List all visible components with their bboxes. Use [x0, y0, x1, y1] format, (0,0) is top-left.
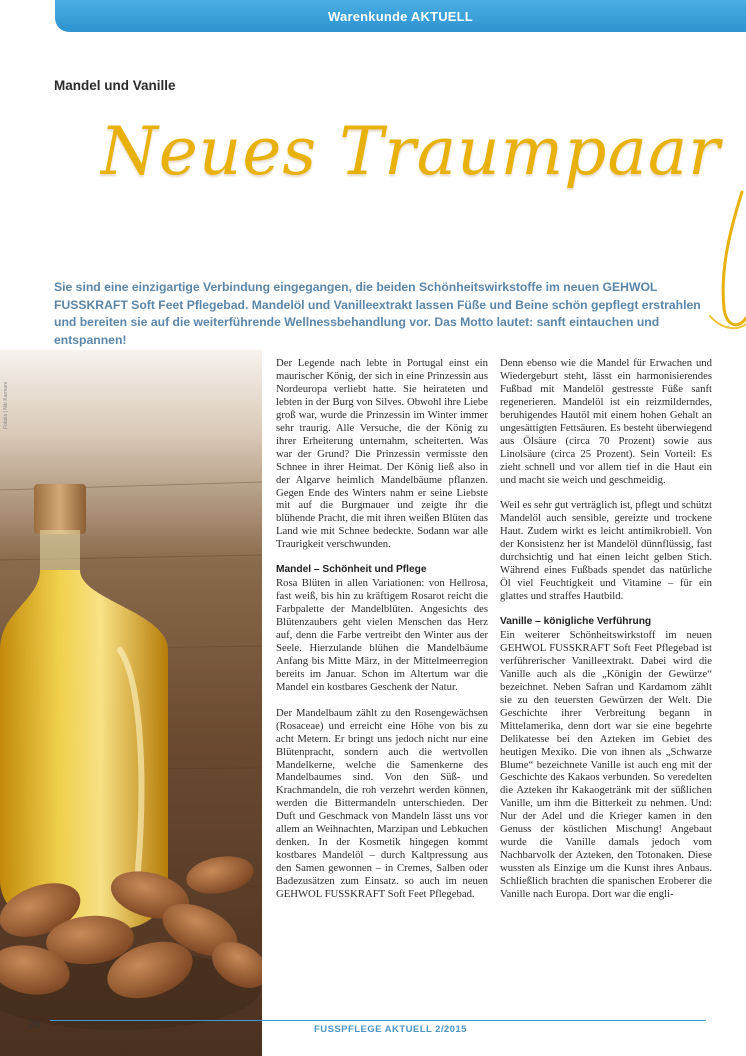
- photo-credit: Fotolia | Nitr Karmani: [3, 382, 9, 429]
- paragraph: Ein weiterer Schönheitswirkstoff im neuen GEHWOL FUSSKRAFT Soft Feet Pflegebad ist verführerischer Vanilleextrakt. Dabei wird die Vanille auch als die „Königin der Gewürze“ bezeichnet. Neben Safran und Kardamom zählt sie zu den teuersten Gewürzen der Welt. Die Geschichte ihrer Verbreitung begann in Mittelamerika, denn dort war sie eine begehrte Delikatesse bei den Azteken im Gebiet des heutigen Mexiko. Die von ihnen als „Schwarze Blume“ bezeichnete Vanille ist auch eng mit der Geschichte des Kakaos verbunden. So veredelten die Azteken ihr Kakaogetränk mit der süßlichen Vanille, um ihm die Bitterkeit zu nehmen. Und: Nur der Adel und die Krieger kamen in den Genuss der köstlichen Mischung! Angebaut wurde die Vanille damals jedoch vom Nachbarvolk der Azteken, den Totonaken. Diese wussten als Einzige um die Kunst ihres Anbaus. Schließlich brachten die spanischen Eroberer die Vanille nach Europa. Dort war die engli-: [500, 628, 712, 901]
- publication-footer: FUSSPFLEGE AKTUELL 2/2015: [314, 1024, 467, 1035]
- paragraph: Der Legende nach lebte in Portugal einst ein maurischer König, der sich in eine Prinzessin aus Nordeuropa verliebt hatte. Sie heirateten und lebten in der Burg von Silves. Obwohl ihre Liebe groß war, wurde die Prinzessin im Winter immer sehr traurig. Alle Versuche, die der König zu ihrer Erheiterung unternahm, scheiterten. Was war der Grund? Die Prinzessin vermisste den Schnee in ihrer Heimat. Der König ließ also in der Algarve heimlich Mandelbäume pflanzen. Gegen Ende des Winters nahm er seine Liebste mit auf die Burgmauer und zeigte ihr die blühende Pracht, die mit ihren weißen Blüten das Land wie mit Schnee bedeckte. Sodann war alle Traurigkeit verschwunden.: [276, 357, 488, 551]
- paragraph: Denn ebenso wie die Mandel für Erwachen und Wiedergeburt steht, lässt ein harmonisierendes Fußbad mit Mandelöl gestresste Füße sanft regenerieren. Mandelöl ist ein reizmilderndes, beruhigendes Hautöl mit einem hohen Gehalt an ungesättigten Fettsäuren. Es besteht überwiegend aus Ölsäure (circa 70 Prozent) sowie aus Linolsäure (circa 25 Prozent). Sein Vorteil: Es zieht schnell und vor allem tief in die Haut ein und macht sie weich und geschmeidig.: [500, 357, 712, 486]
- section-heading-mandel: Mandel – Schönheit und Pflege: [276, 564, 427, 576]
- article-lead: Sie sind eine einzigartige Verbindung eingegangen, die beiden Schönheitswirkstoffe im neuen GEHWOL FUSSKRAFT Soft Feet Pflegebad. Mandelöl und Vanilleextrakt lassen Füße und Beine schön gepflegt erstrahlen und bereiten sie auf die weiterführende Wellnessbehandlung vor. Das Motto lautet: sanft eintauchen und entspannen!: [54, 280, 701, 347]
- oil-bottle-almonds-image: [0, 350, 262, 1056]
- section-heading-vanille: Vanille – königliche Verführung: [500, 616, 652, 628]
- paragraph: Rosa Blüten in allen Variationen: von Hellrosa, fast weiß, bis hin zu kräftigem Rosarot reicht die Farbpalette der Mandelblüten. Angesichts des Blütenzaubers geht vielen Menschen das Herz auf, denn die Farbe vertreibt den Winter aus der Seele. Hierzulande blühen die Mandelbäume Anfang bis Mitte März, in der Mittelmeerregion bereits im Januar. Schon im Altertum war die Mandel ein kostbares Geschenk der Natur.: [276, 577, 488, 693]
- text-column-right: [500, 357, 712, 914]
- page-number: 26: [28, 1016, 41, 1031]
- section-banner: [55, 0, 746, 32]
- article-title: Neues Traumpaar: [100, 113, 721, 190]
- section-banner-label: Warenkunde AKTUELL: [328, 8, 473, 24]
- text-column-left: [276, 357, 488, 914]
- article-photo: [0, 350, 262, 1056]
- footer-divider: [50, 1020, 706, 1021]
- paragraph: Weil es sehr gut verträglich ist, pflegt und schützt Mandelöl auch sensible, gereizte und trockene Haut. Zudem wirkt es leicht antimikrobiell. Von der Konsistenz her ist Mandelöl dünnflüssig, fast durchsichtig und hat einen leicht gelben Stich. Während eines Fußbads spendet das natürliche Öl viel Feuchtigkeit und Vitamine – für ein glattes und straffes Hautbild.: [500, 499, 712, 603]
- paragraph: Der Mandelbaum zählt zu den Rosengewächsen (Rosaceae) und erreicht eine Höhe von bis zu acht Metern. Er bringt uns jedoch nicht nur eine Blütenpracht, sondern auch die wertvollen Mandelkerne, welche die Samenkerne des Mandelbaumes sind. Von den Süß- und Krachmandeln, die roh verzehrt werden können, werden die Bittermandeln unterschieden. Der Duft und Geschmack von Mandeln lässt uns vor allem an Weihnachten, Marzipan und Lebkuchen denken. In der Kosmetik hingegen kommt kostbares Mandelöl – durch Kaltpressung aus den Samen gewonnen – in Cremes, Salben oder Badezusätzen zum Einsatz. so auch im neuen GEHWOL FUSSKRAFT Soft Feet Pflegebad.: [276, 706, 488, 901]
- article-subtitle: Mandel und Vanille: [54, 78, 176, 93]
